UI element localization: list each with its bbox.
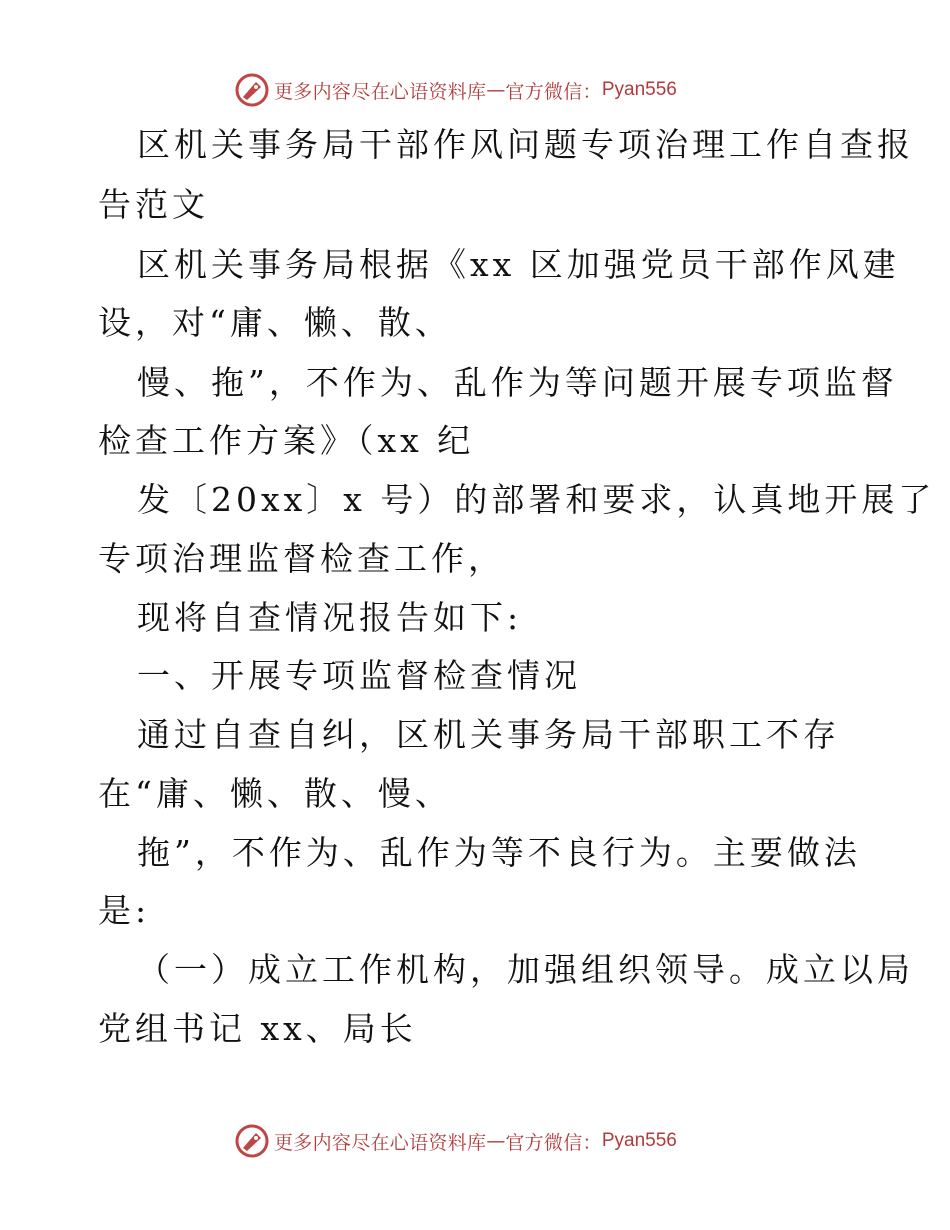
paragraph-line: 区机关事务局根据《xx 区加强党员干部作风建 [137,245,900,284]
paragraph-line: 设，对“庸、懒、散、 [98,303,452,342]
paragraph-line: 检查工作方案》（xx 纪 [98,421,475,460]
paragraph-line: 发〔20xx〕x 号）的部署和要求，认真地开展了 [137,480,936,519]
title-line-1: 区机关事务局干部作风问题专项治理工作自查报 [137,125,914,164]
paragraph-line: 现将自查情况报告如下: [137,598,523,637]
watermark-wechat-id: Pyan556 [601,79,677,100]
paragraph-line: 慢、拖”，不作为、乱作为等问题开展专项监督 [137,363,898,402]
title-line-2: 告范文 [98,185,209,224]
paragraph-line: 拖”，不作为、乱作为等不良行为。主要做法 [137,833,861,872]
paragraph-line: 在“庸、懒、散、慢、 [98,774,452,813]
pen-nib-logo-icon [234,72,270,108]
paragraph-line: 党组书记 xx、局长 [98,1009,417,1048]
watermark-wechat-label: 官方微信： [505,1131,602,1154]
pen-nib-logo-icon [234,1123,270,1159]
watermark-separator: — [486,79,506,101]
paragraph-line: 是: [98,891,151,930]
watermark-separator: — [486,1130,506,1152]
section-heading: 一、开展专项监督检查情况 [137,656,581,695]
subsection-line: （一）成立工作机构，加强组织领导。成立以局 [137,950,914,989]
header-watermark [234,72,677,108]
paragraph-line: 专项治理监督检查工作， [98,539,505,578]
watermark-wechat-id: Pyan556 [601,1130,677,1151]
watermark-wechat-label: 官方微信： [505,80,602,103]
watermark-text: 更多内容尽在心语资料库 [274,1131,487,1154]
watermark-text: 更多内容尽在心语资料库 [274,80,487,103]
footer-watermark [234,1123,677,1159]
paragraph-line: 通过自查自纠，区机关事务局干部职工不存 [137,715,840,754]
